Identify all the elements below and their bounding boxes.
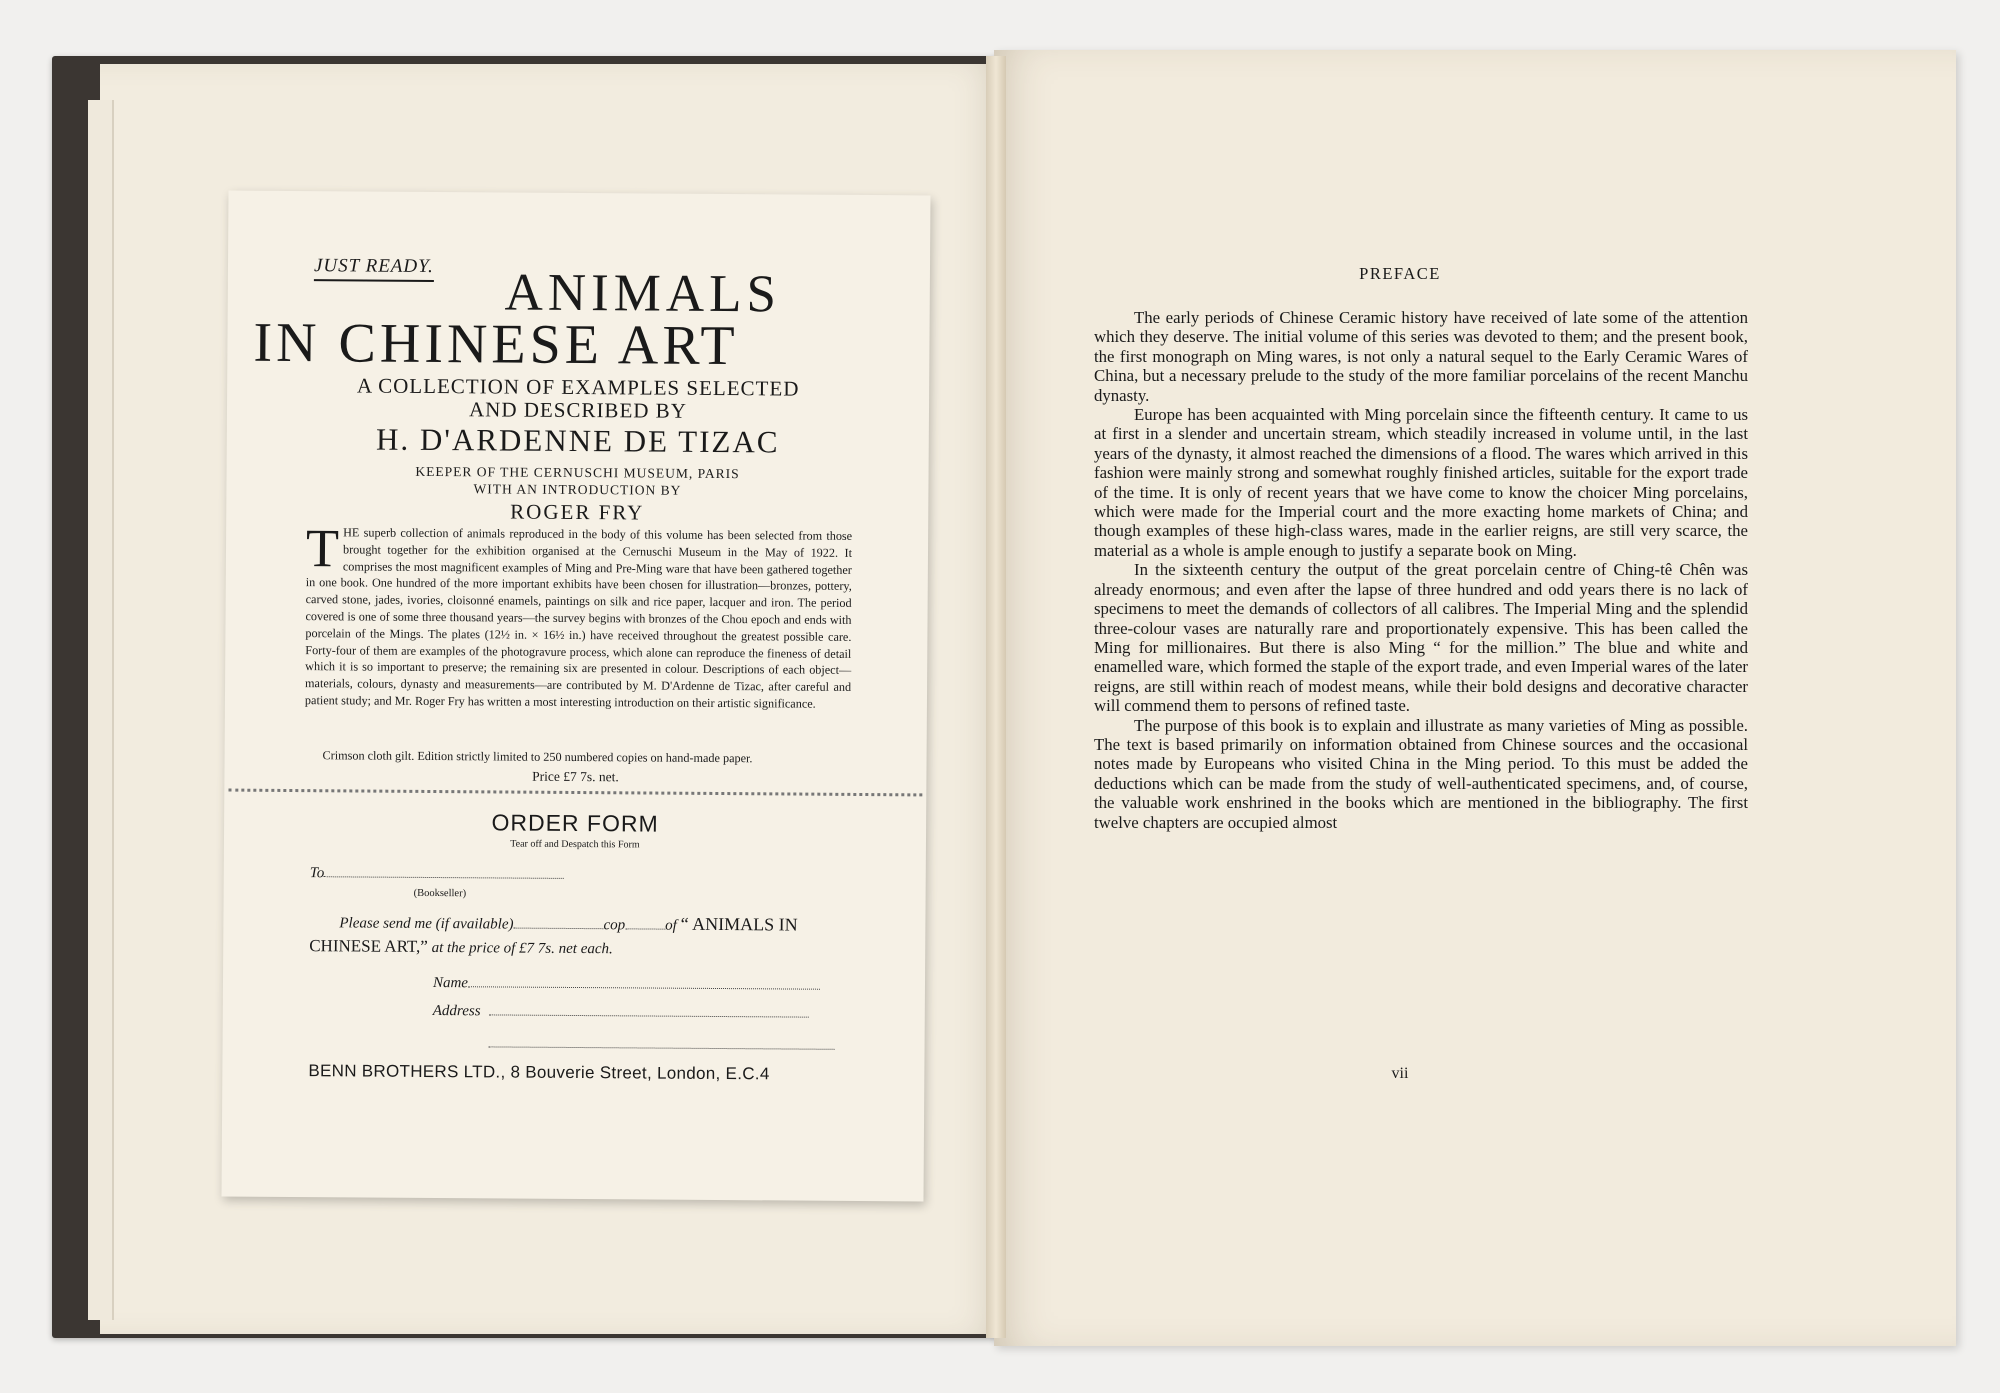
just-ready-label: JUST READY. xyxy=(314,255,434,282)
book-title-quote-2: CHINESE ART,” xyxy=(309,936,428,956)
leaflet-edition-note: Crimson cloth gilt. Edition strictly limited to 250 numbered copies on hand-made paper. xyxy=(322,748,753,766)
price-each-line xyxy=(309,936,613,958)
address-blank-2[interactable] xyxy=(489,1032,835,1054)
name-field[interactable] xyxy=(433,975,820,995)
preface-paragraph: Europe has been acquainted with Ming porcelain since the fifteenth century. It came to us at first in a slender and uncertain stream, which steadily increased in volume until, in the last years of the dynasty, it almost reached the dimensions of a flood. The wares which arrived in this fashion were mainly strong and somewhat roughly finished articles, suitable for the export trade of the time. It is only of recent years that we have come to know the choicer Ming porcelains, which were made for the Imperial court and the more exacting home markets of China; and though examples of these high-class wares, made in the earlier reigns, are still very scarce, the material as a whole is ample enough to justify a separate book on Ming. xyxy=(1094,405,1748,560)
book-gutter xyxy=(986,56,1006,1338)
preface-body xyxy=(1094,308,1748,832)
preface-heading: PREFACE xyxy=(1359,264,1441,283)
page-number: vii xyxy=(1391,1065,1409,1082)
drop-cap: T xyxy=(305,518,340,579)
leaflet-author: H. D'ARDENNE DE TIZAC xyxy=(375,421,780,460)
leaflet-description-text: HE superb collection of animals reproduced in the body of this volume has been selected from those brought together for the exhibition organised at the Cernuschi Museum in the May of 1922. It comprises the most magnificent examples of Ming and Pre-Ming ware that have been gathered together in one book. One hundred of the more important exhibits have been chosen for illustration—bronzes, pottery, carved stone, jades, ivories, cloisonné enamels, paintings on silk and rice paper, lacquer and iron. The period covered is one of some three thousand years—the survey begins with bronzes of the Chou epoch and ends with porcelain of the Mings. The plates (12½ in. × 16½ in.) have received throughout the greatest possible care. Forty-four of them are examples of the photogravure process, which alone can reproduce the fineness of detail which it is so important to preserve; the remaining six are presented in colour. Descriptions of each object—materials, colours, dynasty and measurements—are contributed by M. D'Ardenne de Tizac, after careful and patient study; and Mr. Roger Fry has written a most interesting introduction on their artistic significance. xyxy=(304,525,853,711)
copies-suffix-blank[interactable] xyxy=(625,928,665,929)
preface-paragraph: The early periods of Chinese Ceramic history have received of late some of the attention which they deserve. The initial volume of this series was devoted to them; and the present book, the first monograph on Ming wares, is not only a natural sequel to the Early Ceramic Wares of China, but a necessary prelude to the study of the more familiar porcelains of the recent Manchu dynasty. xyxy=(1094,308,1748,405)
address-field[interactable] xyxy=(433,1003,809,1023)
leaflet-keeper-line: KEEPER OF THE CERNUSCHI MUSEUM, PARIS xyxy=(415,463,740,482)
leaflet-price: Price £7 7s. net. xyxy=(532,768,619,785)
title-word-animals: ANIMALS xyxy=(504,263,782,324)
preface-paragraph: The purpose of this book is to explain and illustrate as many varieties of Ming as possible. The text is based primarily on information obtained from Chinese sources and the occasional notes made by Europeans who visited China in the Ming period. To this must be added the deductions which can be made from the study of well-authenticated specimens, and, of course, the valuable work enshrined in the books which are mentioned in the bibliography. The first twelve chapters are occupied almost xyxy=(1094,715,1748,832)
leaflet-subtitle-line1: A COLLECTION OF EXAMPLES SELECTED xyxy=(356,373,800,401)
price-each-label: at the price of £7 7s. net each. xyxy=(431,939,613,958)
to-field[interactable] xyxy=(310,865,565,884)
leaflet-title-line2: IN CHINESE ART xyxy=(253,311,739,378)
quantity-blank[interactable] xyxy=(513,928,603,930)
to-label: To xyxy=(309,865,325,882)
book-title-quote: “ ANIMALS IN xyxy=(680,913,798,935)
address-label: Address xyxy=(432,1003,481,1020)
leaflet-description xyxy=(304,518,853,713)
of-label: of xyxy=(665,917,677,934)
perforation-line[interactable] xyxy=(228,789,922,797)
order-form-instruction: Tear off and Despatch this Form xyxy=(510,838,640,851)
publisher-line: BENN BROTHERS LTD., 8 Bouverie Street, London, E.C.4 xyxy=(308,1061,770,1084)
page-edges xyxy=(88,100,114,1320)
address-blank-line-2[interactable] xyxy=(489,1032,835,1049)
preface-paragraph: In the sixteenth century the output of the great porcelain centre of Ching-tê Chên was already enormous; and even after the lapse of three hundred and odd years there is no lack of specimens to meet the demands of collectors of all calibres. The Imperial Ming and the splendid three-colour vases are naturally rare and proportionately expensive. This has been called the Ming for millionaires. But there is also Ming “ for the million.” The blue and white and enamelled ware, which formed the staple of the export trade, and even Imperial wares of the later reigns, are still within reach of modest means, while their bold designs and decorative character will commend them to persons of refined taste. xyxy=(1094,560,1748,716)
leaflet-intro-by: WITH AN INTRODUCTION BY xyxy=(473,481,682,498)
leaflet-subtitle-line2: AND DESCRIBED BY xyxy=(468,397,687,423)
name-label: Name xyxy=(432,975,469,992)
to-blank[interactable] xyxy=(324,876,564,879)
cop-label: cop xyxy=(603,917,626,934)
leaflet-intro-author: ROGER FRY xyxy=(510,499,645,525)
please-send-line[interactable] xyxy=(339,911,899,936)
order-leaflet xyxy=(221,191,930,1202)
address-blank-1[interactable] xyxy=(489,1014,809,1017)
please-send-label: Please send me (if available) xyxy=(339,915,514,933)
bookseller-label: (Bookseller) xyxy=(413,887,467,900)
name-blank[interactable] xyxy=(468,986,820,989)
order-form-title: ORDER FORM xyxy=(491,809,659,837)
